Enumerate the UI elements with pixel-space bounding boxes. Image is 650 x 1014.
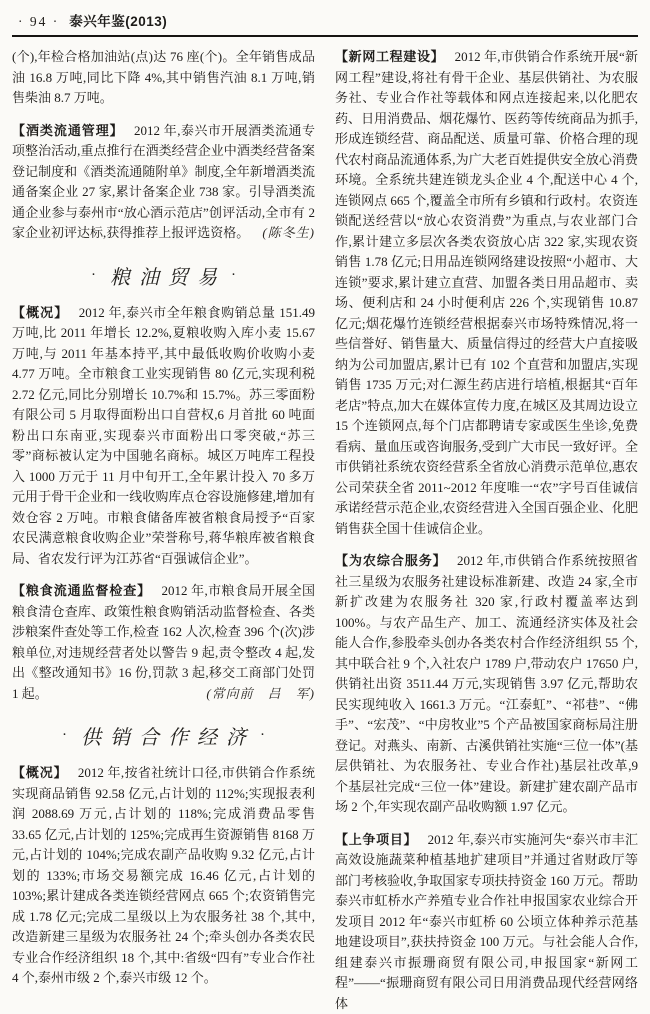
entry-label: 【概况】 <box>12 765 68 780</box>
section-heading-supply-marketing-economy <box>12 721 315 750</box>
header-rule <box>12 35 638 37</box>
heading-bullet-right: · <box>260 727 265 744</box>
section-heading-title: 供销合作经济 <box>81 721 255 750</box>
entry-label: 【酒类流通管理】 <box>12 123 124 138</box>
entry-text: 2012 年,市粮食局开展全国粮食清仓查库、政策性粮食购销活动监督检查、各类涉粮案件查处等工作,检查 162 人次,检查 396 个(次)涉粮单位,对违规经营者处以警告 9 起,责令整改 4 起,发出《整改通知书》16 份,罚款 3 起,移交工商部门处罚 1 起。 <box>12 583 315 701</box>
heading-bullet-left: · <box>91 267 96 284</box>
page-header <box>12 8 638 35</box>
page-body <box>12 47 638 1014</box>
entry-supply-overview <box>12 763 315 989</box>
entry-wine-circulation <box>12 121 315 244</box>
entry-signature: (常向前 吕 军) <box>206 684 315 705</box>
entry-text: 2012 年,泰兴市开展酒类流通专项整治活动,重点推行在酒类经营企业中酒类经营备案登记制度和《酒类流通随附单》制度,全年新增酒类流通备案企业 27 家,累计备案企业 738 家。引导酒类流通企业参与泰州市“放心酒示范店”创评活动,全市有 2 家企业初评达标,获得推荐上报评选资格。 <box>12 123 315 241</box>
entry-text: 2012 年,泰兴市实施河失“泰兴市丰汇高效设施蔬菜种植基地扩建项目”并通过省财政厅等部门考核验收,争取国家专项扶持资金 160 万元。帮助泰兴市虹桥水产养殖专业合作社申报国家农业综合开发项目 2012 年“泰兴市虹桥 60 公顷立体种养示范基地建设项目”,获扶持资金 100 万元。与社会能人合作,组建泰兴市振珊商贸有限公司,申报国家“新网工程”——“振珊商贸有限公司日用消费品现代经营网络体 <box>335 832 638 1011</box>
left-column <box>12 47 315 1014</box>
heading-bullet-right: · <box>231 267 236 284</box>
entry-label: 【粮食流通监督检查】 <box>12 583 151 598</box>
heading-bullet-left: · <box>62 727 67 744</box>
entry-label: 【概况】 <box>12 305 68 320</box>
entry-rural-comprehensive-service <box>335 551 638 818</box>
entry-text: 2012 年,市供销合作系统按照省社三星级为农服务社建设标准新建、改造 24 家,全市新扩改建为农服务社 320 家,行政村覆盖率达到 100%。与农产品生产、加工、流通经济实体及社会能人合作,参股牵头创办各类农村合作经济组织 55 个,其中联合社 9 个,入社农户 1789 户,带动农户 17650 户,供销社出资 3511.44 万元,实现销售 3.97 亿元,帮助农民实现纯收入 1661.3 万元。“江泰虹”、“祁巷”、“佛手”、“宏茂”、“中房牧业”5 个产品被国家商标局注册登记。对燕头、南新、古溪供销社实施“三位一体”(基层供销社、为农服务社、专业合作社)基层社改革,9 个基层社完成“三位一体”建设。新建扩建农副产品市场 2 个,年实现农副产品收购额 1.97 亿元。 <box>335 553 638 814</box>
right-column <box>335 47 638 1014</box>
section-heading-grain-oil-trade <box>12 261 315 290</box>
section-heading-title: 粮油贸易 <box>110 261 226 290</box>
paragraph-text: (个),年检合格加油站(点)达 76 座(个)。全年销售成品油 16.8 万吨,同比下降 4%,其中销售汽油 8.1 万吨,销售柴油 8.7 万吨。 <box>12 49 315 105</box>
entry-new-network-project <box>335 47 638 539</box>
entry-label: 【上争项目】 <box>335 832 417 847</box>
entry-text: 2012 年,泰兴市全年粮食购销总量 151.49 万吨,比 2011 年增长 12.2%,夏粮收购入库小麦 15.67 万吨,与 2011 年基本持平,其中最低收购价收购小麦 4.77 万吨。全市粮食工业实现销售 80 亿元,实现利税 2.72 亿元,同比分别增长 10.7%和 15.7%。苏三零面粉有限公司 5 月取得面粉出口自营权,6 月首批 60 吨面粉出口东南亚,实现泰兴市面粉出口零突破,“苏三零”商标被认定为中国驰名商标。城区万吨库工程投入 1000 万元于 11 月中旬开工,全年累计投入 70 多万元用于骨干企业和一线收购库点仓容设施修建,增加有效仓容 2 万吨。市粮食储备库被省粮食局授予“百家农民满意粮食收购企业”荣誉称号,蒋华粮库被省粮食局、省农发行评为江苏省“百强诚信企业”。 <box>12 305 315 566</box>
entry-funding-projects <box>335 830 638 1014</box>
entry-signature: (陈冬生) <box>262 223 315 244</box>
entry-label: 【为农综合服务】 <box>335 553 447 568</box>
entry-text: 2012 年,市供销合作系统开展“新网工程”建设,将社有骨干企业、基层供销社、为农服务社、专业合作社等载体和网点连接起来,以化肥农药、日用消费品、烟花爆竹、医药等传统商品为抓手,形成连锁经营、商品配送、质量可靠、价格合理的现代农村商品流通体系,为广大老百姓提供安全放心消费环境。全系统共建连锁龙头企业 4 个,配送中心 4 个,连锁网点 665 个,覆盖全市所有乡镇和行政村。农资连锁配送经营以“放心农资消费”为重点,与农业部门合作,累计建立多层次各类农资放心店 322 家,实现农资销售 1.78 亿元;日用品连锁网络建设按照“小超市、大连锁”要求,累计建立直营、加盟各类日用品超市、卖场、便利店和 24 小时便利店 226 个,实现销售 10.87 亿元;烟花爆竹连锁经营根据泰兴市场特殊情况,将一些信誉好、销售量大、质量信得过的经营大户直接吸纳为公司加盟店,累计已有 102 个直营和加盟店,实现销售 1735 万元;对仁源生药店进行培植,根据其“百年老店”特点,加大在媒体宣传力度,在城区及其周边设立 15 个连锁网点,每个门店都聘请专家或医生坐诊,免费看病、量血压或咨询服务,受到广大市民一致好评。全市供销社系统农资经营系全省放心消费示范单位,惠农公司荣获全省 2011~2012 年度唯一“农”字号百佳诚信承诺经营示范企业,农资经营进入全国百强企业、化肥销售获全国十佳诚信企业。 <box>335 49 638 536</box>
book-title: 泰兴年鉴(2013) <box>69 10 167 30</box>
entry-grain-overview <box>12 303 315 570</box>
entry-text: 2012 年,按省社统计口径,市供销合作系统实现商品销售 92.58 亿元,占计划的 112%;实现报表利润 2088.69 万元,占计划的 118%;完成消费品零售 33.65 亿元,占计划的 125%;完成再生资源销售 8168 万元,占计划的 104%;完成农副产品收购 9.32 亿元,占计划的 133%;市场交易额完成 16.46 亿元,占计划的 103%;累计建成各类连锁经营网点 665 个;农资销售完成 1.78 亿元;完成二星级以上为农服务社 38 个,其中,改造新建三星级为农服务社 24 个;牵头创办各类农民专业合作经济组织 18 个,其中:省级“四有”专业合作社 4 个,泰州市级 2 个,泰兴市级 12 个。 <box>12 765 315 985</box>
continuation-paragraph <box>12 47 315 109</box>
page-number: · 94 · <box>18 14 59 30</box>
entry-grain-inspection <box>12 581 315 704</box>
entry-label: 【新网工程建设】 <box>335 49 444 64</box>
